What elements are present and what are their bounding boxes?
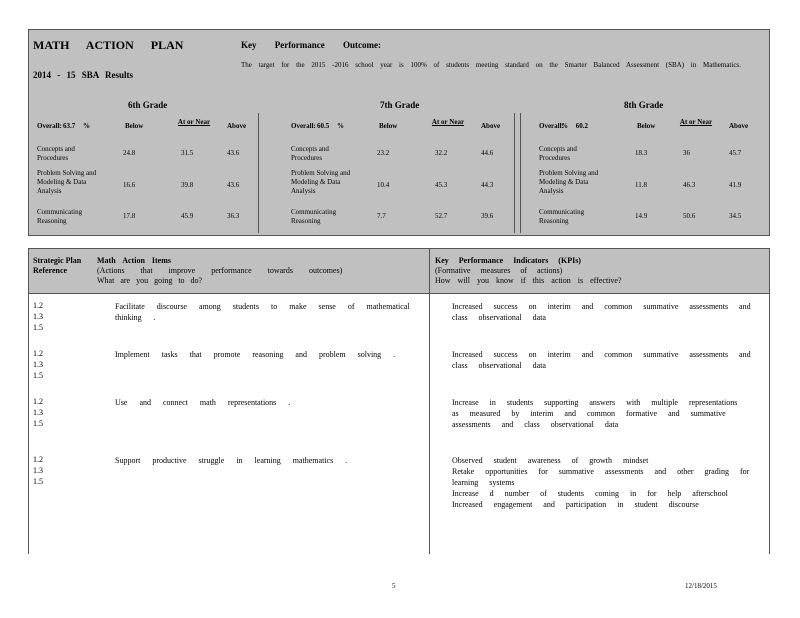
value-at-or-near: 46.3 [683, 181, 696, 189]
value-above: 34.5 [729, 212, 742, 220]
col-action-items-head: Math Action Items [97, 256, 171, 265]
plan-reference: 1.2 [33, 349, 43, 358]
plan-reference: 1.5 [33, 323, 43, 332]
plan-reference: 1.3 [33, 312, 43, 321]
value-below: 11.8 [635, 181, 647, 189]
plan-reference: 1.3 [33, 408, 43, 417]
overall-label: Overall: [291, 122, 316, 130]
action-item: Support productive struggle in learning mathematics . [115, 456, 348, 465]
col-kpi-head: Key Performance Indicators (KPIs) [435, 256, 581, 265]
value-below: 18.3 [635, 149, 648, 157]
value-at-or-near: 36 [683, 149, 690, 157]
value-above: 41.9 [729, 181, 742, 189]
col-above-head: Above [227, 122, 247, 130]
value-at-or-near: 50.6 [683, 212, 696, 220]
plan-reference: 1.3 [33, 360, 43, 369]
overall-value: 63.7 % [63, 122, 90, 130]
col-action-items-sub1: (Actions that improve performance towards outcomes) [97, 266, 343, 275]
kpo-title: Key Performance Outcome: [241, 40, 381, 50]
col-strategic-plan-head: Strategic Plan Reference [33, 256, 82, 275]
value-at-or-near: 39.8 [181, 181, 194, 189]
page-title: MATH ACTION PLAN [33, 38, 184, 52]
value-at-or-near: 45.9 [181, 212, 194, 220]
grade-title: 8th Grade [624, 100, 664, 110]
claim-label: Concepts and Procedures [291, 145, 329, 162]
col-at-or-near-head: At or Near [431, 118, 465, 126]
kpi-item: Increase d number of students coming in for help afterschool [452, 489, 728, 498]
col-above-head: Above [481, 122, 501, 130]
plan-reference: 1.2 [33, 301, 43, 310]
kpi-item: Retake opportunities for summative assessments and other grading for learning systems [452, 467, 750, 487]
claim-label: Problem Solving and Modeling & Data Analysis [291, 169, 351, 195]
claim-label: Communicating Reasoning [37, 208, 83, 225]
value-at-or-near: 31.5 [181, 149, 194, 157]
col-kpi-sub2: How will you know if this action is effective? [435, 276, 622, 285]
claim-label: Concepts and Procedures [37, 145, 75, 162]
col-below-head: Below [637, 122, 656, 130]
kpi-item: Increase in students supporting answers with multiple representations as measured by interim and common formative and summative assessments and class observational data [452, 398, 738, 429]
value-below: 7.7 [377, 212, 386, 220]
page-subtitle: 2014 - 15 SBA Results [33, 70, 134, 80]
grade-divider [520, 113, 521, 233]
value-at-or-near: 52.7 [435, 212, 448, 220]
footer-date: 12/18/2015 [685, 582, 717, 590]
action-item: Implement tasks that promote reasoning and problem solving . [115, 350, 396, 359]
value-above: 39.6 [481, 212, 494, 220]
plan-reference: 1.5 [33, 371, 43, 380]
claim-label: Concepts and Procedures [539, 145, 577, 162]
kpi-item: Increased success on interim and common summative assessments and class observational data [452, 302, 751, 322]
plan-reference: 1.5 [33, 477, 43, 486]
claim-label: Problem Solving and Modeling & Data Analysis [37, 169, 97, 195]
value-below: 14.9 [635, 212, 648, 220]
value-above: 44.6 [481, 149, 494, 157]
overall-value: % 60.2 [561, 122, 588, 130]
plan-reference: 1.2 [33, 455, 43, 464]
claim-label: Problem Solving and Modeling & Data Analysis [539, 169, 599, 195]
col-below-head: Below [125, 122, 144, 130]
kpi-item: Observed student awareness of growth mindset [452, 456, 649, 465]
kpi-item: Increased success on interim and common summative assessments and class observational data [452, 350, 751, 370]
value-below: 24.8 [123, 149, 136, 157]
col-above-head: Above [729, 122, 749, 130]
value-below: 23.2 [377, 149, 390, 157]
col-at-or-near-head: At or Near [679, 118, 713, 126]
grade-title: 7th Grade [380, 100, 420, 110]
grade-divider [514, 113, 515, 233]
grade-title: 6th Grade [128, 100, 168, 110]
page-number: 5 [392, 582, 396, 590]
plan-reference: 1.2 [33, 397, 43, 406]
col-at-or-near-head: At or Near [177, 118, 211, 126]
claim-label: Communicating Reasoning [539, 208, 585, 225]
overall-label: Overall: [539, 122, 564, 130]
value-at-or-near: 45.3 [435, 181, 448, 189]
action-item: Use and connect math representations . [115, 398, 291, 407]
value-above: 43.6 [227, 181, 240, 189]
claim-label: Communicating Reasoning [291, 208, 337, 225]
action-item: Facilitate discourse among students to make sense of mathematical thinking . [115, 302, 410, 322]
table-column-divider [429, 248, 430, 554]
grade-divider [258, 113, 259, 233]
plan-reference: 1.3 [33, 466, 43, 475]
kpo-text: The target for the 2015 -2016 school year is 100% of students meeting standard on the Smarter Balanced Assessment (SBA) in Mathematics. [241, 61, 741, 69]
value-at-or-near: 32.2 [435, 149, 448, 157]
value-below: 17.8 [123, 212, 136, 220]
plan-reference: 1.5 [33, 419, 43, 428]
value-above: 36.3 [227, 212, 240, 220]
value-above: 45.7 [729, 149, 742, 157]
value-below: 10.4 [377, 181, 390, 189]
col-below-head: Below [379, 122, 398, 130]
value-above: 43.6 [227, 149, 240, 157]
value-below: 16.6 [123, 181, 136, 189]
overall-value: 60.5 % [317, 122, 344, 130]
col-kpi-sub1: (Formative measures of actions) [435, 266, 563, 275]
kpi-item: Increased engagement and participation in student discourse [452, 500, 699, 509]
col-action-items-sub2: What are you going to do? [97, 276, 203, 285]
value-above: 44.3 [481, 181, 494, 189]
overall-label: Overall: [37, 122, 62, 130]
